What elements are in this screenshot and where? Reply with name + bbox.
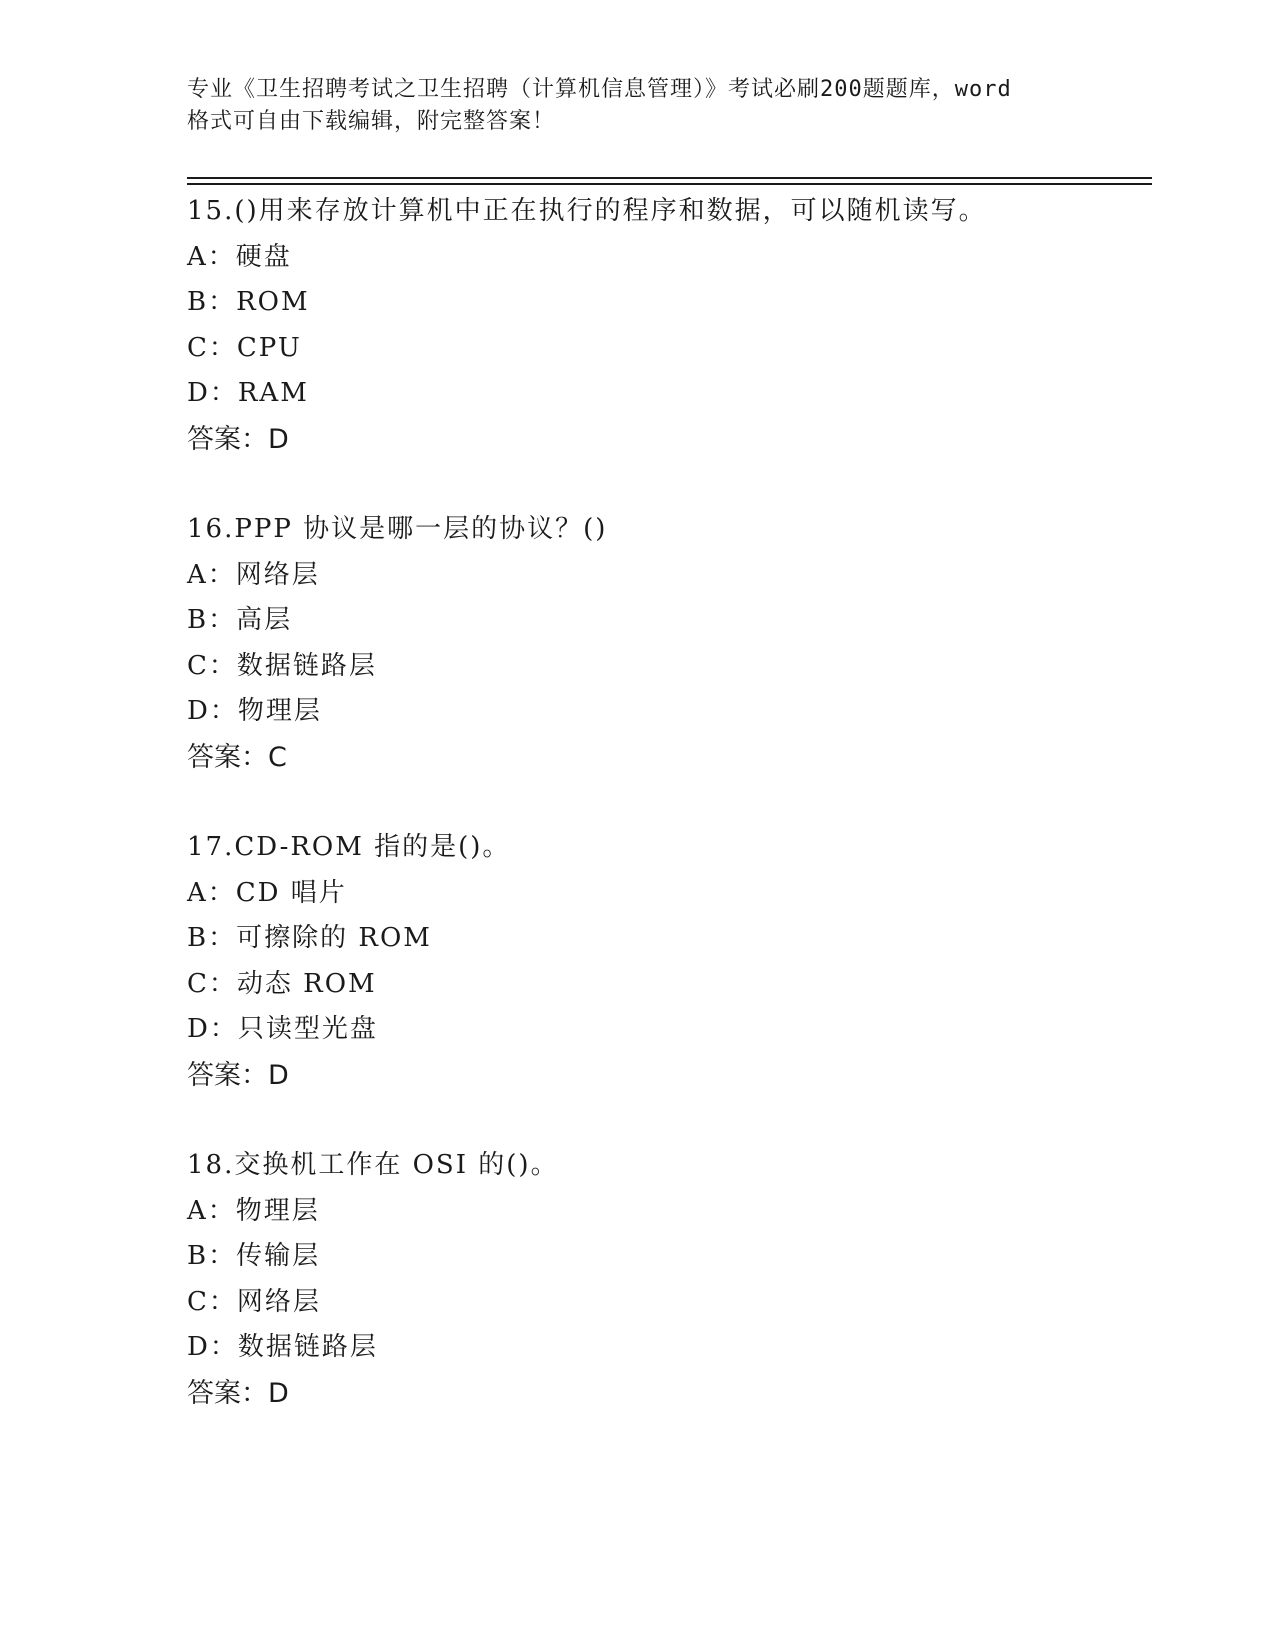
- option-c: C：动态 ROM: [187, 968, 377, 999]
- option-a: A：硬盘: [187, 241, 292, 272]
- option-b: B：传输层: [187, 1241, 321, 1271]
- answer: 答案：D: [187, 423, 289, 455]
- question-18: [187, 1143, 1147, 1416]
- option-a: A：CD 唱片: [187, 877, 347, 908]
- answer: 答案：C: [187, 741, 287, 773]
- document-header: [187, 74, 1087, 138]
- question-title: 18.交换机工作在 OSI 的()。: [187, 1150, 559, 1180]
- option-c: C：网络层: [187, 1286, 321, 1317]
- option-d: D：物理层: [187, 696, 322, 726]
- option-d: D：只读型光盘: [187, 1014, 378, 1044]
- option-a: A：网络层: [187, 559, 320, 590]
- question-title: 17.CD-ROM 指的是()。: [187, 832, 511, 862]
- option-c: C：CPU: [187, 332, 302, 363]
- question-15: [187, 189, 1147, 462]
- answer: 答案：D: [187, 1377, 289, 1409]
- header-divider-top: [187, 177, 1152, 179]
- option-d: D：RAM: [187, 378, 309, 408]
- header-line-2: 格式可自由下载编辑，附完整答案！: [187, 109, 556, 134]
- option-b: B：ROM: [187, 287, 310, 317]
- question-title: 16.PPP 协议是哪一层的协议？(): [187, 514, 608, 544]
- option-c: C：数据链路层: [187, 650, 377, 681]
- question-17: [187, 825, 1147, 1098]
- header-line-1: 专业《卫生招聘考试之卫生招聘（计算机信息管理）》考试必刷200题题库，word: [187, 77, 1012, 102]
- option-a: A：物理层: [187, 1195, 320, 1226]
- option-b: B：高层: [187, 605, 293, 635]
- question-16: [187, 507, 1147, 780]
- header-divider-bottom: [187, 183, 1152, 185]
- option-b: B：可擦除的 ROM: [187, 923, 432, 953]
- answer: 答案：D: [187, 1059, 289, 1091]
- question-title: 15.()用来存放计算机中正在执行的程序和数据，可以随机读写。: [187, 196, 987, 226]
- option-d: D：数据链路层: [187, 1332, 378, 1362]
